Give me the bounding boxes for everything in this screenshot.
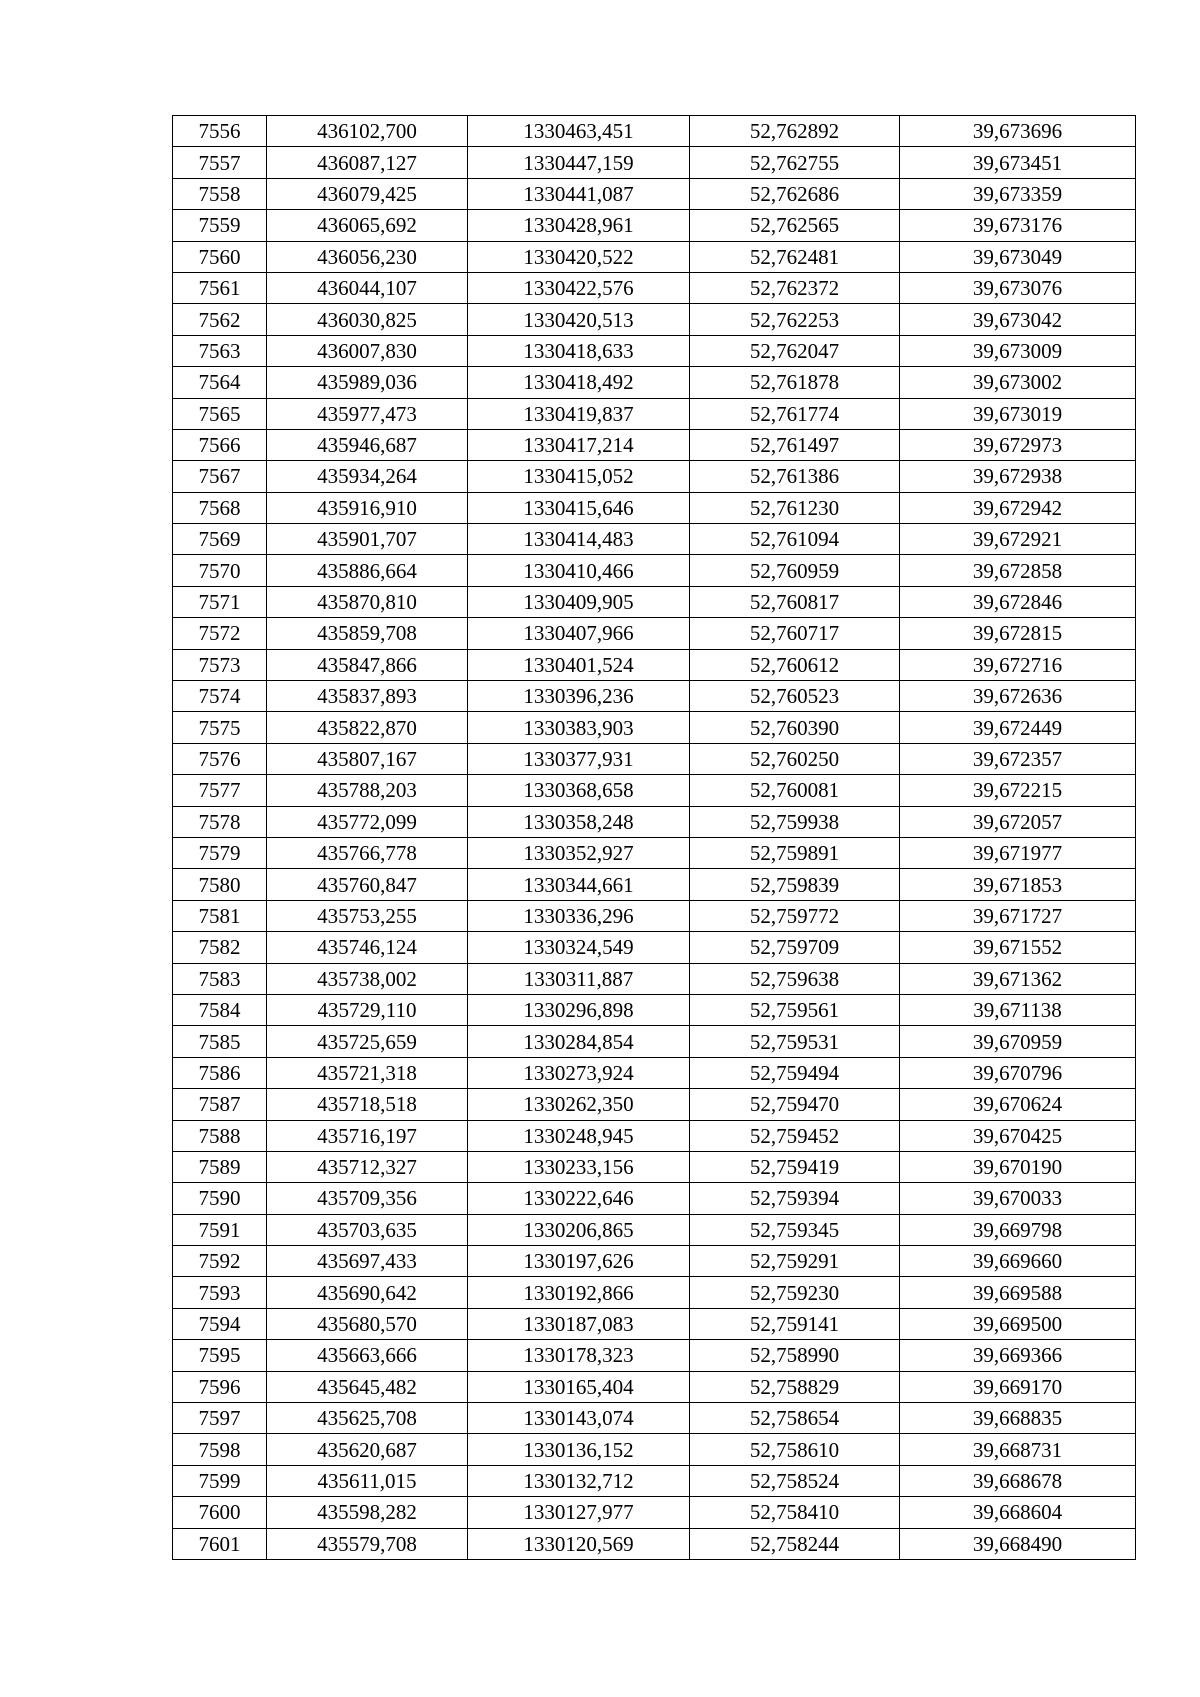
x-coordinate-cell: 435760,847 <box>267 869 468 900</box>
table-row <box>173 1057 1136 1088</box>
latitude-cell: 52,759891 <box>690 837 900 868</box>
point-number-cell: 7590 <box>173 1183 267 1214</box>
y-coordinate-cell: 1330233,156 <box>468 1151 690 1182</box>
latitude-cell: 52,759709 <box>690 932 900 963</box>
x-coordinate-cell: 435690,642 <box>267 1277 468 1308</box>
x-coordinate-cell: 435901,707 <box>267 524 468 555</box>
latitude-cell: 52,760612 <box>690 649 900 680</box>
latitude-cell: 52,759419 <box>690 1151 900 1182</box>
y-coordinate-cell: 1330120,569 <box>468 1528 690 1559</box>
y-coordinate-cell: 1330222,646 <box>468 1183 690 1214</box>
y-coordinate-cell: 1330422,576 <box>468 272 690 303</box>
latitude-cell: 52,762372 <box>690 272 900 303</box>
point-number-cell: 7581 <box>173 900 267 931</box>
x-coordinate-cell: 435729,110 <box>267 994 468 1025</box>
x-coordinate-cell: 435697,433 <box>267 1246 468 1277</box>
latitude-cell: 52,758610 <box>690 1434 900 1465</box>
point-number-cell: 7584 <box>173 994 267 1025</box>
longitude-cell: 39,670959 <box>900 1026 1136 1057</box>
x-coordinate-cell: 435738,002 <box>267 963 468 994</box>
table-row <box>173 1340 1136 1371</box>
latitude-cell: 52,762892 <box>690 116 900 147</box>
x-coordinate-cell: 435807,167 <box>267 743 468 774</box>
y-coordinate-cell: 1330192,866 <box>468 1277 690 1308</box>
longitude-cell: 39,669366 <box>900 1340 1136 1371</box>
table-row <box>173 116 1136 147</box>
latitude-cell: 52,759291 <box>690 1246 900 1277</box>
point-number-cell: 7567 <box>173 461 267 492</box>
x-coordinate-cell: 435977,473 <box>267 398 468 429</box>
point-number-cell: 7564 <box>173 367 267 398</box>
point-number-cell: 7580 <box>173 869 267 900</box>
latitude-cell: 52,761497 <box>690 429 900 460</box>
x-coordinate-cell: 435766,778 <box>267 837 468 868</box>
x-coordinate-cell: 435859,708 <box>267 618 468 649</box>
latitude-cell: 52,760081 <box>690 775 900 806</box>
point-number-cell: 7596 <box>173 1371 267 1402</box>
x-coordinate-cell: 435645,482 <box>267 1371 468 1402</box>
table-row <box>173 335 1136 366</box>
longitude-cell: 39,669660 <box>900 1246 1136 1277</box>
table-row <box>173 994 1136 1025</box>
table-row <box>173 1528 1136 1559</box>
x-coordinate-cell: 435721,318 <box>267 1057 468 1088</box>
point-number-cell: 7599 <box>173 1465 267 1496</box>
latitude-cell: 52,758410 <box>690 1497 900 1528</box>
latitude-cell: 52,759141 <box>690 1308 900 1339</box>
latitude-cell: 52,760717 <box>690 618 900 649</box>
table-row <box>173 147 1136 178</box>
y-coordinate-cell: 1330352,927 <box>468 837 690 868</box>
point-number-cell: 7600 <box>173 1497 267 1528</box>
table-row <box>173 775 1136 806</box>
longitude-cell: 39,673009 <box>900 335 1136 366</box>
table-row <box>173 1403 1136 1434</box>
longitude-cell: 39,671727 <box>900 900 1136 931</box>
latitude-cell: 52,759561 <box>690 994 900 1025</box>
y-coordinate-cell: 1330197,626 <box>468 1246 690 1277</box>
latitude-cell: 52,762481 <box>690 241 900 272</box>
latitude-cell: 52,762565 <box>690 210 900 241</box>
latitude-cell: 52,762686 <box>690 178 900 209</box>
point-number-cell: 7582 <box>173 932 267 963</box>
latitude-cell: 52,761386 <box>690 461 900 492</box>
table-row <box>173 681 1136 712</box>
longitude-cell: 39,673049 <box>900 241 1136 272</box>
latitude-cell: 52,762253 <box>690 304 900 335</box>
point-number-cell: 7591 <box>173 1214 267 1245</box>
point-number-cell: 7557 <box>173 147 267 178</box>
point-number-cell: 7588 <box>173 1120 267 1151</box>
x-coordinate-cell: 436007,830 <box>267 335 468 366</box>
table-row <box>173 272 1136 303</box>
x-coordinate-cell: 435709,356 <box>267 1183 468 1214</box>
x-coordinate-cell: 435772,099 <box>267 806 468 837</box>
point-number-cell: 7573 <box>173 649 267 680</box>
latitude-cell: 52,758990 <box>690 1340 900 1371</box>
y-coordinate-cell: 1330418,492 <box>468 367 690 398</box>
point-number-cell: 7575 <box>173 712 267 743</box>
longitude-cell: 39,672942 <box>900 492 1136 523</box>
longitude-cell: 39,673176 <box>900 210 1136 241</box>
latitude-cell: 52,760390 <box>690 712 900 743</box>
longitude-cell: 39,671362 <box>900 963 1136 994</box>
y-coordinate-cell: 1330463,451 <box>468 116 690 147</box>
x-coordinate-cell: 435611,015 <box>267 1465 468 1496</box>
table-row <box>173 1371 1136 1402</box>
latitude-cell: 52,760817 <box>690 586 900 617</box>
longitude-cell: 39,672057 <box>900 806 1136 837</box>
y-coordinate-cell: 1330187,083 <box>468 1308 690 1339</box>
longitude-cell: 39,672357 <box>900 743 1136 774</box>
longitude-cell: 39,672846 <box>900 586 1136 617</box>
table-row <box>173 1277 1136 1308</box>
y-coordinate-cell: 1330178,323 <box>468 1340 690 1371</box>
point-number-cell: 7589 <box>173 1151 267 1182</box>
y-coordinate-cell: 1330441,087 <box>468 178 690 209</box>
longitude-cell: 39,668678 <box>900 1465 1136 1496</box>
table-row <box>173 1434 1136 1465</box>
x-coordinate-cell: 435625,708 <box>267 1403 468 1434</box>
point-number-cell: 7579 <box>173 837 267 868</box>
table-row <box>173 398 1136 429</box>
y-coordinate-cell: 1330415,052 <box>468 461 690 492</box>
x-coordinate-cell: 435746,124 <box>267 932 468 963</box>
latitude-cell: 52,761774 <box>690 398 900 429</box>
x-coordinate-cell: 436102,700 <box>267 116 468 147</box>
table-row <box>173 869 1136 900</box>
latitude-cell: 52,759394 <box>690 1183 900 1214</box>
longitude-cell: 39,669588 <box>900 1277 1136 1308</box>
table-row <box>173 1214 1136 1245</box>
y-coordinate-cell: 1330407,966 <box>468 618 690 649</box>
latitude-cell: 52,760523 <box>690 681 900 712</box>
longitude-cell: 39,673359 <box>900 178 1136 209</box>
latitude-cell: 52,759938 <box>690 806 900 837</box>
latitude-cell: 52,758244 <box>690 1528 900 1559</box>
latitude-cell: 52,758654 <box>690 1403 900 1434</box>
table-row <box>173 461 1136 492</box>
x-coordinate-cell: 435680,570 <box>267 1308 468 1339</box>
x-coordinate-cell: 436079,425 <box>267 178 468 209</box>
y-coordinate-cell: 1330127,977 <box>468 1497 690 1528</box>
latitude-cell: 52,760250 <box>690 743 900 774</box>
y-coordinate-cell: 1330358,248 <box>468 806 690 837</box>
latitude-cell: 52,761094 <box>690 524 900 555</box>
point-number-cell: 7578 <box>173 806 267 837</box>
longitude-cell: 39,673019 <box>900 398 1136 429</box>
longitude-cell: 39,668731 <box>900 1434 1136 1465</box>
longitude-cell: 39,670425 <box>900 1120 1136 1151</box>
table-row <box>173 743 1136 774</box>
point-number-cell: 7568 <box>173 492 267 523</box>
x-coordinate-cell: 435712,327 <box>267 1151 468 1182</box>
x-coordinate-cell: 435725,659 <box>267 1026 468 1057</box>
table-row <box>173 1308 1136 1339</box>
y-coordinate-cell: 1330296,898 <box>468 994 690 1025</box>
point-number-cell: 7592 <box>173 1246 267 1277</box>
x-coordinate-cell: 435598,282 <box>267 1497 468 1528</box>
latitude-cell: 52,761878 <box>690 367 900 398</box>
coordinates-table-body <box>173 116 1136 1560</box>
table-row <box>173 524 1136 555</box>
latitude-cell: 52,759452 <box>690 1120 900 1151</box>
y-coordinate-cell: 1330311,887 <box>468 963 690 994</box>
table-row <box>173 1151 1136 1182</box>
longitude-cell: 39,670796 <box>900 1057 1136 1088</box>
longitude-cell: 39,671853 <box>900 869 1136 900</box>
y-coordinate-cell: 1330409,905 <box>468 586 690 617</box>
point-number-cell: 7586 <box>173 1057 267 1088</box>
latitude-cell: 52,759638 <box>690 963 900 994</box>
longitude-cell: 39,672215 <box>900 775 1136 806</box>
y-coordinate-cell: 1330428,961 <box>468 210 690 241</box>
table-row <box>173 1026 1136 1057</box>
point-number-cell: 7560 <box>173 241 267 272</box>
latitude-cell: 52,762047 <box>690 335 900 366</box>
table-row <box>173 806 1136 837</box>
point-number-cell: 7566 <box>173 429 267 460</box>
longitude-cell: 39,673451 <box>900 147 1136 178</box>
longitude-cell: 39,669500 <box>900 1308 1136 1339</box>
x-coordinate-cell: 436087,127 <box>267 147 468 178</box>
longitude-cell: 39,673696 <box>900 116 1136 147</box>
point-number-cell: 7570 <box>173 555 267 586</box>
y-coordinate-cell: 1330368,658 <box>468 775 690 806</box>
y-coordinate-cell: 1330344,661 <box>468 869 690 900</box>
latitude-cell: 52,760959 <box>690 555 900 586</box>
table-row <box>173 618 1136 649</box>
table-row <box>173 1246 1136 1277</box>
longitude-cell: 39,672815 <box>900 618 1136 649</box>
longitude-cell: 39,671138 <box>900 994 1136 1025</box>
latitude-cell: 52,759531 <box>690 1026 900 1057</box>
y-coordinate-cell: 1330410,466 <box>468 555 690 586</box>
longitude-cell: 39,673076 <box>900 272 1136 303</box>
x-coordinate-cell: 436065,692 <box>267 210 468 241</box>
table-row <box>173 932 1136 963</box>
y-coordinate-cell: 1330273,924 <box>468 1057 690 1088</box>
longitude-cell: 39,672858 <box>900 555 1136 586</box>
x-coordinate-cell: 435886,664 <box>267 555 468 586</box>
point-number-cell: 7565 <box>173 398 267 429</box>
table-row <box>173 900 1136 931</box>
y-coordinate-cell: 1330206,865 <box>468 1214 690 1245</box>
latitude-cell: 52,759772 <box>690 900 900 931</box>
y-coordinate-cell: 1330420,522 <box>468 241 690 272</box>
y-coordinate-cell: 1330383,903 <box>468 712 690 743</box>
point-number-cell: 7597 <box>173 1403 267 1434</box>
longitude-cell: 39,668490 <box>900 1528 1136 1559</box>
longitude-cell: 39,668604 <box>900 1497 1136 1528</box>
longitude-cell: 39,669798 <box>900 1214 1136 1245</box>
latitude-cell: 52,758829 <box>690 1371 900 1402</box>
longitude-cell: 39,671977 <box>900 837 1136 868</box>
x-coordinate-cell: 435753,255 <box>267 900 468 931</box>
x-coordinate-cell: 435946,687 <box>267 429 468 460</box>
point-number-cell: 7556 <box>173 116 267 147</box>
table-row <box>173 367 1136 398</box>
y-coordinate-cell: 1330377,931 <box>468 743 690 774</box>
y-coordinate-cell: 1330165,404 <box>468 1371 690 1402</box>
latitude-cell: 52,759839 <box>690 869 900 900</box>
coordinates-table <box>172 115 1136 1560</box>
y-coordinate-cell: 1330414,483 <box>468 524 690 555</box>
y-coordinate-cell: 1330132,712 <box>468 1465 690 1496</box>
longitude-cell: 39,670190 <box>900 1151 1136 1182</box>
x-coordinate-cell: 436030,825 <box>267 304 468 335</box>
x-coordinate-cell: 435989,036 <box>267 367 468 398</box>
y-coordinate-cell: 1330420,513 <box>468 304 690 335</box>
table-row <box>173 712 1136 743</box>
y-coordinate-cell: 1330248,945 <box>468 1120 690 1151</box>
longitude-cell: 39,673002 <box>900 367 1136 398</box>
point-number-cell: 7562 <box>173 304 267 335</box>
latitude-cell: 52,762755 <box>690 147 900 178</box>
longitude-cell: 39,672921 <box>900 524 1136 555</box>
longitude-cell: 39,668835 <box>900 1403 1136 1434</box>
y-coordinate-cell: 1330396,236 <box>468 681 690 712</box>
x-coordinate-cell: 435620,687 <box>267 1434 468 1465</box>
x-coordinate-cell: 435934,264 <box>267 461 468 492</box>
table-row <box>173 492 1136 523</box>
x-coordinate-cell: 436044,107 <box>267 272 468 303</box>
point-number-cell: 7571 <box>173 586 267 617</box>
longitude-cell: 39,669170 <box>900 1371 1136 1402</box>
y-coordinate-cell: 1330136,152 <box>468 1434 690 1465</box>
longitude-cell: 39,672938 <box>900 461 1136 492</box>
y-coordinate-cell: 1330284,854 <box>468 1026 690 1057</box>
table-row <box>173 1120 1136 1151</box>
longitude-cell: 39,673042 <box>900 304 1136 335</box>
point-number-cell: 7576 <box>173 743 267 774</box>
y-coordinate-cell: 1330401,524 <box>468 649 690 680</box>
x-coordinate-cell: 435579,708 <box>267 1528 468 1559</box>
y-coordinate-cell: 1330324,549 <box>468 932 690 963</box>
longitude-cell: 39,671552 <box>900 932 1136 963</box>
y-coordinate-cell: 1330143,074 <box>468 1403 690 1434</box>
latitude-cell: 52,759494 <box>690 1057 900 1088</box>
table-row <box>173 1183 1136 1214</box>
point-number-cell: 7558 <box>173 178 267 209</box>
table-row <box>173 555 1136 586</box>
point-number-cell: 7572 <box>173 618 267 649</box>
table-row <box>173 210 1136 241</box>
point-number-cell: 7559 <box>173 210 267 241</box>
x-coordinate-cell: 435870,810 <box>267 586 468 617</box>
point-number-cell: 7577 <box>173 775 267 806</box>
point-number-cell: 7593 <box>173 1277 267 1308</box>
table-row <box>173 241 1136 272</box>
x-coordinate-cell: 435837,893 <box>267 681 468 712</box>
table-row <box>173 429 1136 460</box>
latitude-cell: 52,759230 <box>690 1277 900 1308</box>
longitude-cell: 39,672449 <box>900 712 1136 743</box>
x-coordinate-cell: 435788,203 <box>267 775 468 806</box>
table-row <box>173 1465 1136 1496</box>
x-coordinate-cell: 435847,866 <box>267 649 468 680</box>
table-row <box>173 304 1136 335</box>
latitude-cell: 52,758524 <box>690 1465 900 1496</box>
y-coordinate-cell: 1330419,837 <box>468 398 690 429</box>
point-number-cell: 7569 <box>173 524 267 555</box>
longitude-cell: 39,672636 <box>900 681 1136 712</box>
latitude-cell: 52,759345 <box>690 1214 900 1245</box>
table-row <box>173 1497 1136 1528</box>
point-number-cell: 7598 <box>173 1434 267 1465</box>
point-number-cell: 7561 <box>173 272 267 303</box>
y-coordinate-cell: 1330262,350 <box>468 1089 690 1120</box>
table-row <box>173 586 1136 617</box>
longitude-cell: 39,672716 <box>900 649 1136 680</box>
table-row <box>173 837 1136 868</box>
x-coordinate-cell: 435916,910 <box>267 492 468 523</box>
point-number-cell: 7594 <box>173 1308 267 1339</box>
y-coordinate-cell: 1330336,296 <box>468 900 690 931</box>
table-row <box>173 963 1136 994</box>
point-number-cell: 7601 <box>173 1528 267 1559</box>
x-coordinate-cell: 435716,197 <box>267 1120 468 1151</box>
point-number-cell: 7574 <box>173 681 267 712</box>
longitude-cell: 39,670624 <box>900 1089 1136 1120</box>
table-row <box>173 649 1136 680</box>
latitude-cell: 52,759470 <box>690 1089 900 1120</box>
x-coordinate-cell: 435703,635 <box>267 1214 468 1245</box>
point-number-cell: 7583 <box>173 963 267 994</box>
table-row <box>173 178 1136 209</box>
point-number-cell: 7585 <box>173 1026 267 1057</box>
point-number-cell: 7595 <box>173 1340 267 1371</box>
x-coordinate-cell: 436056,230 <box>267 241 468 272</box>
y-coordinate-cell: 1330417,214 <box>468 429 690 460</box>
y-coordinate-cell: 1330447,159 <box>468 147 690 178</box>
x-coordinate-cell: 435822,870 <box>267 712 468 743</box>
x-coordinate-cell: 435663,666 <box>267 1340 468 1371</box>
point-number-cell: 7587 <box>173 1089 267 1120</box>
point-number-cell: 7563 <box>173 335 267 366</box>
x-coordinate-cell: 435718,518 <box>267 1089 468 1120</box>
latitude-cell: 52,761230 <box>690 492 900 523</box>
y-coordinate-cell: 1330418,633 <box>468 335 690 366</box>
longitude-cell: 39,670033 <box>900 1183 1136 1214</box>
table-row <box>173 1089 1136 1120</box>
y-coordinate-cell: 1330415,646 <box>468 492 690 523</box>
longitude-cell: 39,672973 <box>900 429 1136 460</box>
